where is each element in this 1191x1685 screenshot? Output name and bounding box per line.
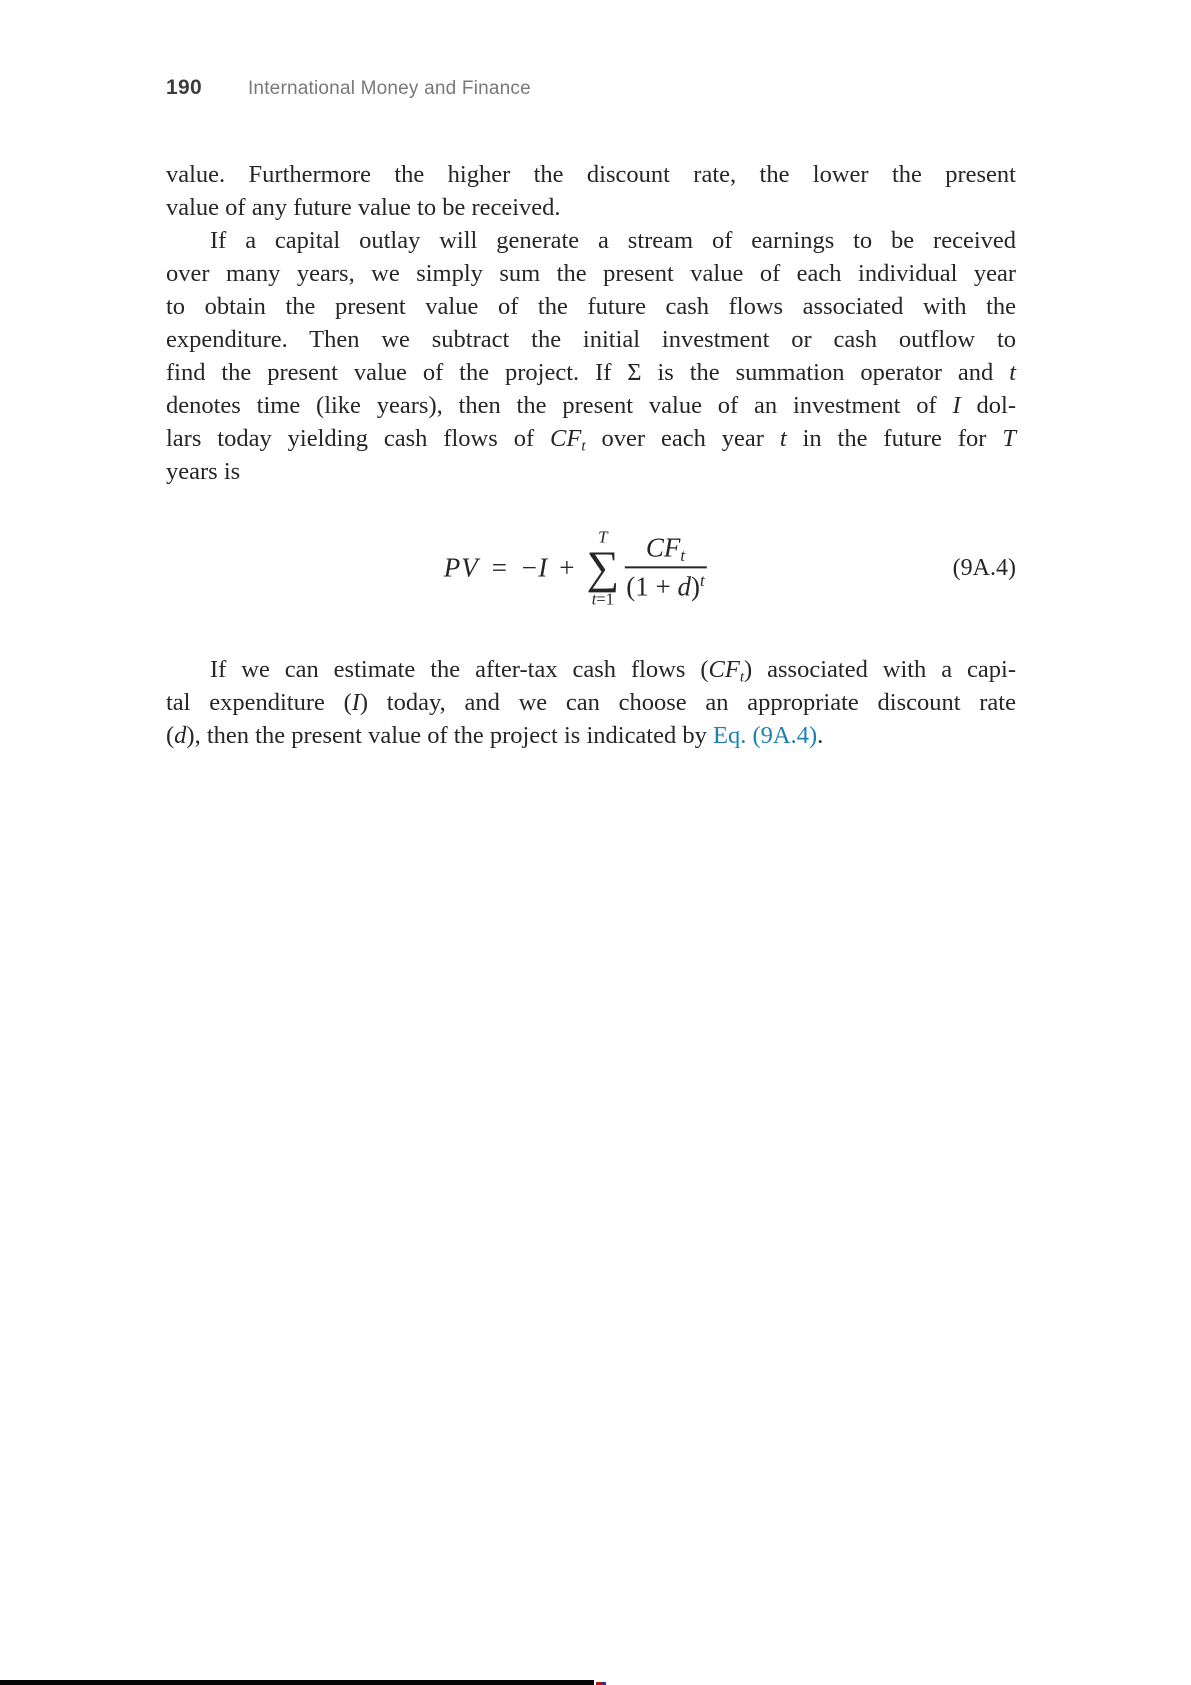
fraction-numerator: $CF_t$	[645, 532, 686, 566]
body-text	[166, 158, 1016, 488]
page-number: 190	[166, 76, 202, 99]
paragraph3-line: tal expenditure (I) today, and we can choose an appropriate discount rate	[166, 689, 1016, 716]
body-text-after-equation	[166, 653, 1016, 752]
paragraph3-line: If we can estimate the after-tax cash flows $(CF_t)$ associated with a capi-	[210, 656, 1016, 686]
summation-lower-limit: t=1	[591, 588, 614, 608]
paragraph3-line: (d), then the present value of the project is indicated by Eq. (9A.4).	[166, 722, 824, 749]
paragraph2-line: lars today yielding cash flows of $CF_t$ over each year t in the future for T	[166, 425, 1016, 455]
equation-9a4	[166, 488, 1016, 653]
summation-operator	[586, 528, 619, 607]
paragraph1-line: value of any future value to be received.	[166, 194, 561, 221]
paragraph2-line: years is	[166, 458, 241, 485]
paragraph2-line: denotes time (like years), then the present value of an investment of I dol-	[166, 392, 1016, 419]
summation-upper-limit: T	[598, 526, 608, 546]
equation-reference-link[interactable]: Eq. (9A.4)	[713, 722, 818, 749]
sigma-icon: ∑	[586, 540, 620, 592]
equation-lhs: PV	[443, 551, 479, 582]
fraction-denominator: $(1 + d)^t$	[624, 566, 706, 602]
page-header	[166, 76, 531, 100]
paragraph2-line: to obtain the present value of the future cash flows associated with the	[166, 293, 1016, 320]
equation-initial-investment: −I	[520, 551, 548, 582]
page-bottom-rule	[0, 1680, 594, 1685]
paragraph2-line: find the present value of the project. If Σ is the summation operator and t	[166, 359, 1016, 386]
paragraph2-line: If a capital outlay will generate a stream of earnings to be received	[210, 227, 1016, 254]
paragraph2-line: expenditure. Then we subtract the initial investment or cash outflow to	[166, 326, 1016, 353]
equation-number: (9A.4)	[952, 554, 1016, 581]
equation-plus: +	[559, 551, 575, 582]
running-head: International Money and Finance	[247, 78, 531, 99]
equation-expression	[444, 528, 707, 607]
paragraph2-line: over many years, we simply sum the present value of each individual year	[166, 260, 1016, 287]
equation-fraction	[624, 532, 706, 602]
equation-equals: =	[491, 551, 508, 582]
paragraph1-line: value. Furthermore the higher the discount rate, the lower the present	[166, 161, 1016, 188]
